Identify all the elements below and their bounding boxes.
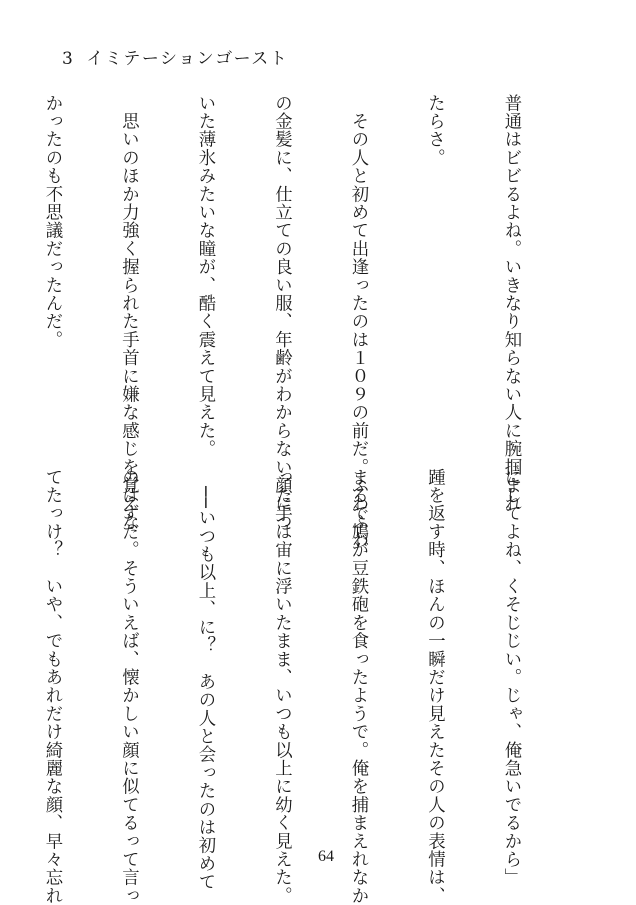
- text-line: にしてよね、くそじじい。じゃ、俺急いでるから」: [501, 468, 521, 887]
- text-line: の金髪に、仕立ての良い服、年齢がわからない顔につ: [271, 94, 292, 531]
- text-line: いた薄氷みたいな瞳が、酷く震えて見えた。: [195, 94, 215, 458]
- text-line: のはずだ。そういえば、懐かしい顔に似てるって言っ: [118, 468, 139, 905]
- text-line: 普通はビビるよね。いきなり知らない人に腕掴まれ: [501, 94, 521, 513]
- text-line: その人と初めて出逢ったのは１０９の前だ。ふわふわ: [348, 94, 368, 549]
- text-line: った手は宙に浮いたまま、いつも以上に幼く見えた。: [271, 468, 292, 905]
- text-line: かったのも不思議だったんだ。: [42, 94, 62, 349]
- text-block-top: [42, 94, 574, 549]
- text-line: たらさ。: [424, 94, 445, 167]
- chapter-number: 3: [62, 49, 75, 69]
- running-head: [62, 44, 288, 69]
- text-line: てたっけ？ いや、でもあれだけ綺麗な顔、早々忘れ: [42, 468, 62, 905]
- text-line: 踵を返す時、ほんの一瞬だけ見えたその人の表情は、: [424, 468, 445, 905]
- text-line: ──いつも以上、に？ あの人と会ったのは初めて: [195, 468, 215, 891]
- text-line: まるで鳩が豆鉄砲を食ったようで。俺を捕まえれなか: [348, 468, 368, 905]
- page-number: 64: [318, 848, 334, 865]
- text-line: 思いのほか力強く握られた手首に嫌な感じを覚えな: [118, 94, 139, 531]
- chapter-title: イミテーションゴースト: [86, 49, 289, 69]
